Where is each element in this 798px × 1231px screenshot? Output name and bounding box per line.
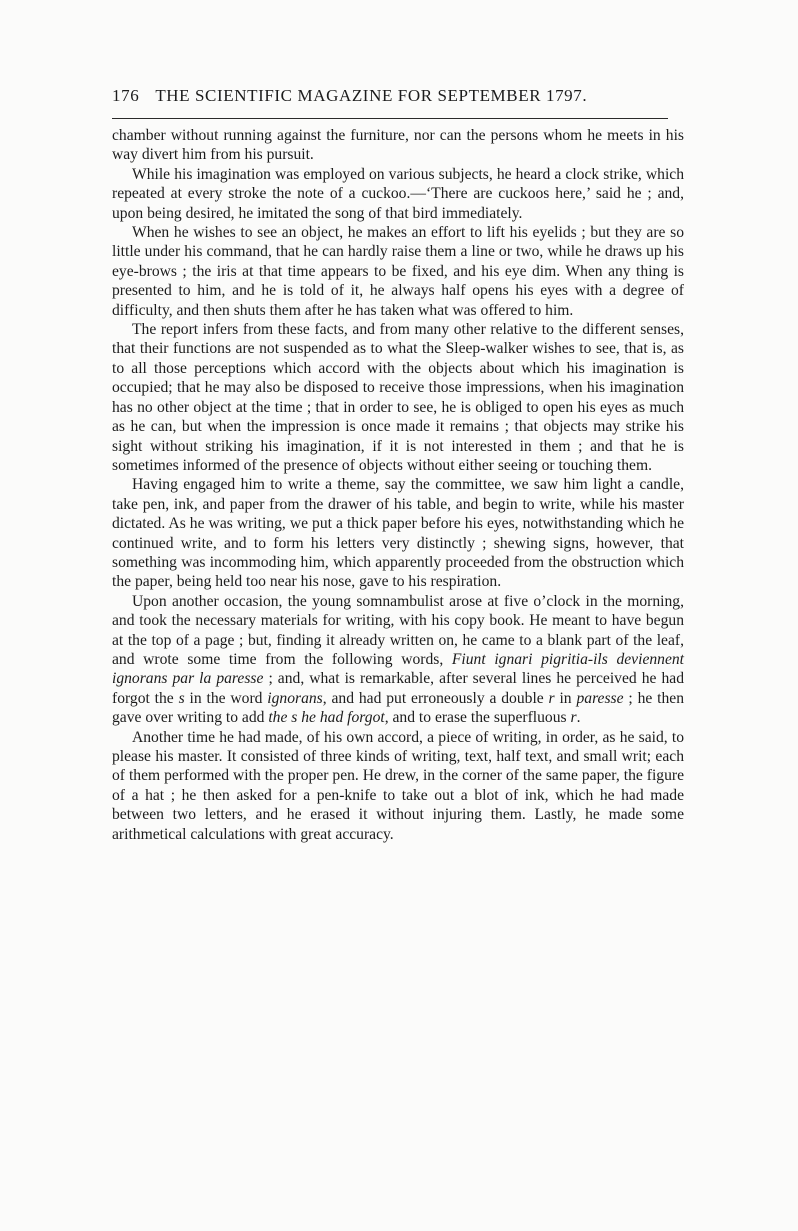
page-number: 176 (112, 86, 140, 105)
text-run: . (576, 709, 581, 727)
italic-text: the s he had forgot (268, 709, 385, 727)
italic-text: r (570, 709, 577, 727)
paragraph (112, 165, 684, 223)
running-header (112, 86, 672, 106)
paragraph (112, 475, 684, 591)
paragraph (112, 223, 684, 320)
italic-text: Fiunt ignari pigritia-ils deviennent ignorans par la paresse (112, 650, 685, 688)
running-title: THE SCIENTIFIC MAGAZINE FOR SEPTEMBER 1797. (155, 86, 588, 105)
article-body (112, 126, 684, 844)
text-run: When he wishes to see an object, he makes an effort to lift his eyelids ; but they are so little under his command, that he can hardly raise them a line or two, while he draws up his eye-brows ; the iris at that time appears to be fixed, and his eye dim. When any thing is presented to him, and he is told of it, he always half opens his eyes with a degree of difficulty, and then shuts them after he has taken what was offered to him. (112, 224, 684, 319)
text-run: chamber without running against the furniture, nor can the persons whom he meets in his way divert him from his pursuit. (112, 127, 684, 164)
text-run: The report infers from these facts, and from many other relative to the different senses, that their functions are not suspended as to what the Sleep-walker wishes to see, that is, as to all those perceptions which accord with the objects about which his imagination is occupied; that he may also be disposed to receive those impressions, when his imagination has no other object at the time ; that in order to see, he is obliged to open his eyes as much as he can, but when the impression is once made it remains ; that objects may strike his sight without striking his imagination, if it is not interested in them ; and that he is sometimes informed of the presence of objects without either seeing or touching them. (112, 321, 684, 474)
italic-text: r (548, 689, 555, 707)
text-run: ; and, what is remarkable, after several lines he perceived he had forgot the (112, 670, 684, 707)
text-run: Upon another occasion, the young somnambulist arose at five o’clock in the morning, and took the necessary materials for writing, with his copy book. He meant to have begun at the top of a page ; but, finding it already written on, he came to a blank part of the leaf, and wrote some time from the following words, (112, 592, 684, 668)
text-run: , and had put erroneously a double (322, 689, 549, 707)
text-run: While his imagination was employed on various subjects, he heard a clock strike, which repeated at every stroke the note of a cuckoo.—‘There are cuckoos here,’ said he ; and, upon being desired, he imitated the song of that bird immediately. (112, 165, 684, 222)
text-run: in the word (184, 689, 268, 707)
paragraph (112, 320, 684, 475)
paragraph (112, 126, 684, 165)
paragraph (112, 728, 684, 844)
text-run: Another time he had made, of his own accord, a piece of writing, in order, as he said, to please his master. It consisted of three kinds of writing, text, half text, and small writ; each of them performed with the proper pen. He drew, in the corner of the same paper, the figure of a hat ; he then asked for a pen-knife to take out a blot of ink, which he had made between two letters, and he erased it without injuring them. Lastly, he made some arithmetical calculations with great accuracy. (112, 728, 684, 843)
italic-text: ignorans (267, 689, 323, 707)
text-run: ; he then gave over writing to add (112, 689, 684, 727)
text-run: Having engaged him to write a theme, say the committee, we saw him light a candle, take pen, ink, and paper from the drawer of his table, and begin to write, while his master dictated. As he was writing, we put a thick paper before his eyes, notwithstanding which he continued write, and to form his letters very distinctly ; shewing signs, however, that something was incommoding him, which apparently proceeded from the obstruction which the paper, being held too near his nose, gave to his respiration. (112, 476, 684, 591)
italic-text: s (178, 689, 185, 707)
text-run: , and to erase the superfluous (384, 709, 571, 727)
header-rule (112, 118, 668, 119)
paragraph (112, 592, 684, 728)
italic-text: paresse (576, 689, 624, 707)
text-run: in (554, 689, 577, 707)
